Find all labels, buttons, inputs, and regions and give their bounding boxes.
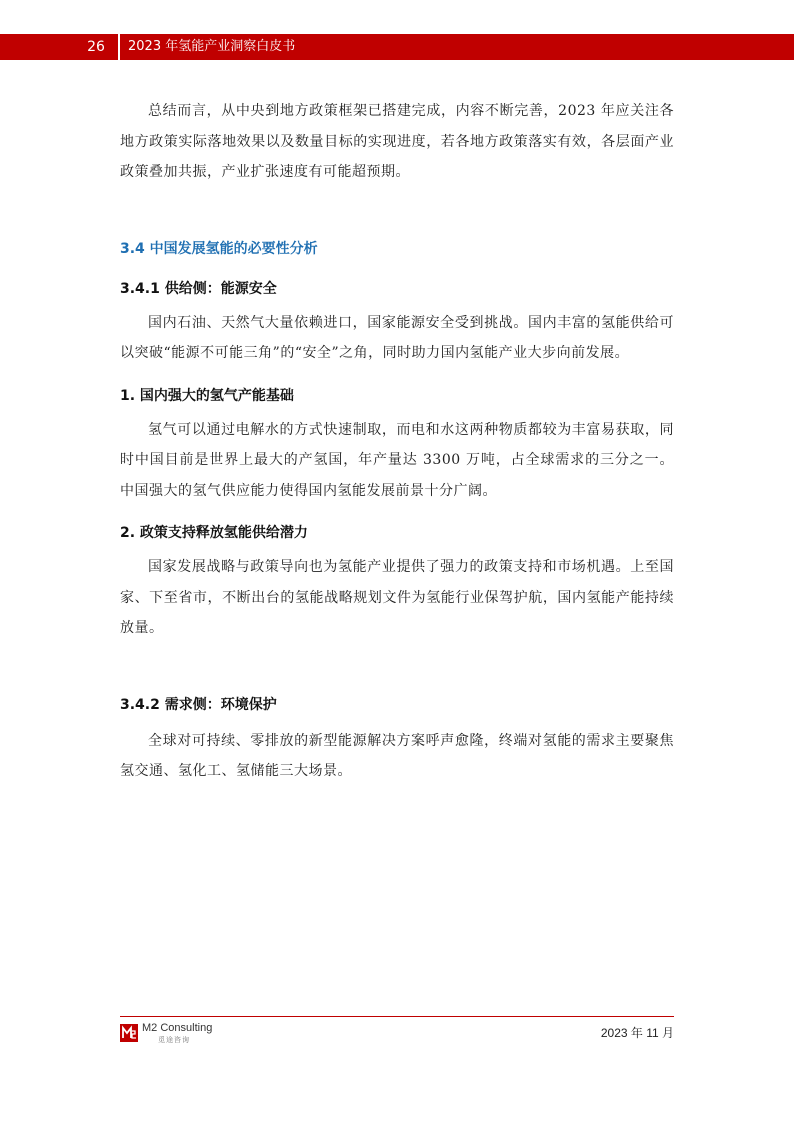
subsection-heading-supply: 3.4.1 供给侧：能源安全 [120,280,277,297]
footer-divider [120,1016,674,1017]
intro-paragraph: 总结而言，从中央到地方政策框架已搭建完成，内容不断完善，2023 年应关注各地方政策实际落地效果以及数量目标的实现进度，若各地方政策落实有效，各层面产业政策叠加共振，产业扩张速度有可能超预期。 [120,103,674,180]
page-number: 26 [87,39,105,55]
header-divider [118,34,120,60]
logo-subtitle: 觅途咨询 [158,1036,190,1044]
section-heading: 3.4 中国发展氢能的必要性分析 [120,240,318,257]
item-heading-policy: 2. 政策支持释放氢能供给潜力 [120,525,308,541]
policy-paragraph: 国家发展战略与政策导向也为氢能产业提供了强力的政策支持和市场机遇。上至国家、下至省市，不断出台的氢能战略规划文件为氢能行业保驾护航，国内氢能产能持续放量。 [120,559,674,636]
capacity-paragraph: 氢气可以通过电解水的方式快速制取，而电和水这两种物质都较为丰富易获取，同时中国目前是世界上最大的产氢国，年产量达 3300 万吨，占全球需求的三分之一。中国强大的氢气供应能力使得国内氢能发展前景十分广阔。 [120,421,674,499]
page-content [120,96,674,787]
item-heading-capacity: 1. 国内强大的氢气产能基础 [120,387,294,404]
supply-paragraph: 国内石油、天然气大量依赖进口，国家能源安全受到挑战。国内丰富的氢能供给可以突破“能源不可能三角”的“安全”之角，同时助力国内氢能产业大步向前发展。 [120,314,674,361]
document-title: 2023 年氢能产业洞察白皮书 [128,39,296,54]
m2-logo-icon [120,1024,138,1042]
demand-paragraph: 全球对可持续、零排放的新型能源解决方案呼声愈隆，终端对氢能的需求主要聚焦氢交通、氢化工、氢储能三大场景。 [120,732,674,779]
footer-date: 2023 年 11 月 [600,1026,674,1040]
logo-name: M2 Consulting [142,1022,213,1034]
subsection-heading-demand: 3.4.2 需求侧：环境保护 [120,696,277,713]
